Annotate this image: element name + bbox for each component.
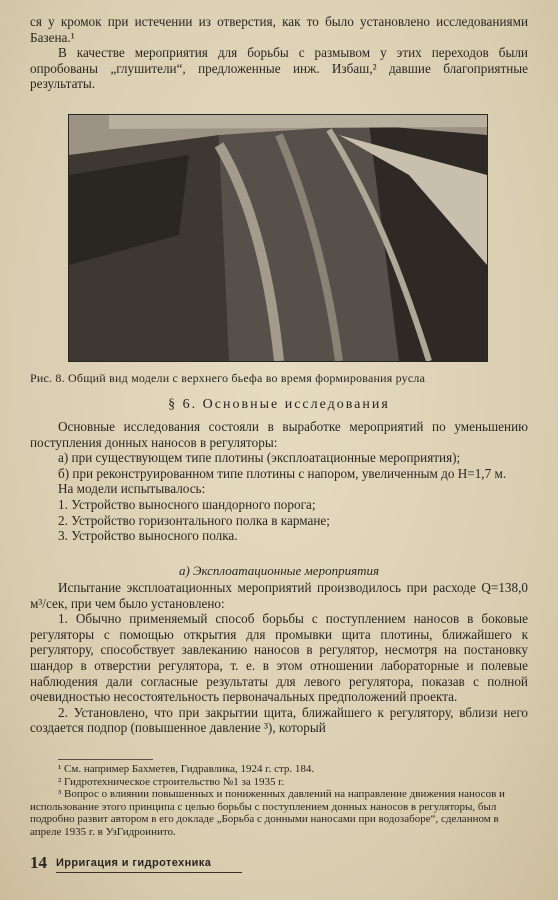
page-number: 14 [30, 853, 47, 872]
footnote-1: ¹ См. например Бахметев, Гидравлика, 1924 г. стр. 184. [58, 763, 315, 775]
item-b: б) при реконструированном типе плотины с напором, увеличенным до Н=1,7 м. [58, 465, 507, 481]
paragraph-silencers: В качестве мероприятия для борьбы с размывом у этих переходов были опробованы „глушители“, предложенные инж. Избаш,² давшие благоприятные результаты. [30, 45, 528, 92]
subsection-paragraph-1: Испытание эксплоатационных мероприятий производилось при расходе Q=138,0 м³/сек, при чем было установлено: [30, 580, 528, 611]
subsection-heading: а) Эксплоатационные мероприятия [178, 563, 380, 578]
footnote-divider [58, 759, 153, 760]
running-title: Ирригация и гидротехника [56, 857, 212, 869]
subsection-paragraph-2: 1. Обычно применяемый способ борьбы с поступлением наносов в боковые регуляторы с помощью открытия для промывки щита плотины, ближайшего к регулятору, способствует завлеканию наносов в регулятор, несмотря на постановку шандор в отверстии регулятора, т. е. в этом отношении лабораторные и полевые наблюдения дали согласные результаты для левого регулятора, показав с полной очевидностью несостоятельность первоначальных предположений проекта. [30, 611, 528, 705]
list-item: 2. Устройство горизонтального полка в кармане; [58, 512, 330, 528]
tested-label: На модели испытывалось: [58, 481, 206, 497]
list-item: 3. Устройство выносного полка. [58, 528, 238, 544]
footnote-2: ² Гидротехническое строительство №1 за 1935 г. [58, 775, 285, 788]
footnotes-block [30, 763, 528, 839]
main-text-block [30, 419, 528, 544]
list-item: 1. Устройство выносного шандорного порога; [58, 496, 316, 512]
page-footer [30, 853, 330, 873]
section-intro: Основные исследования состояли в выработке мероприятий по уменьшению поступления донных наносов в регуляторы: [30, 419, 528, 450]
subsection-text-block [30, 580, 528, 736]
section-heading: § 6. Основные исследования [168, 397, 390, 412]
running-title-underline [56, 872, 242, 873]
model-photograph [68, 114, 488, 362]
figure-caption: Рис. 8. Общий вид модели с верхнего бьефа во время формирования русла [30, 371, 426, 385]
photo-illustration [69, 115, 487, 361]
top-text-block [30, 14, 528, 92]
item-a: а) при существующем типе плотины (эксплоатационные мероприятия); [58, 450, 461, 466]
footnote-3: ³ Вопрос о влиянии повышенных и пониженных давлений на направление движения наносов и использование этого принципа с целью борьбы с поступлением донных наносов в регуляторы, был подробно развит автором в его докладе „Борьба с донными наносами при водозаборе“, сделанном в апреле 1935 г. в УзГидроинито. [30, 788, 505, 838]
paragraph-continuation: ся у кромок при истечении из отверстия, как то было установлено исследованиями Базена.¹ [30, 14, 528, 45]
subsection-paragraph-3: 2. Установлено, что при закрытии щита, ближайшего к регулятору, вблизи него создается подпор (повышенное давление ³), который [30, 704, 528, 736]
